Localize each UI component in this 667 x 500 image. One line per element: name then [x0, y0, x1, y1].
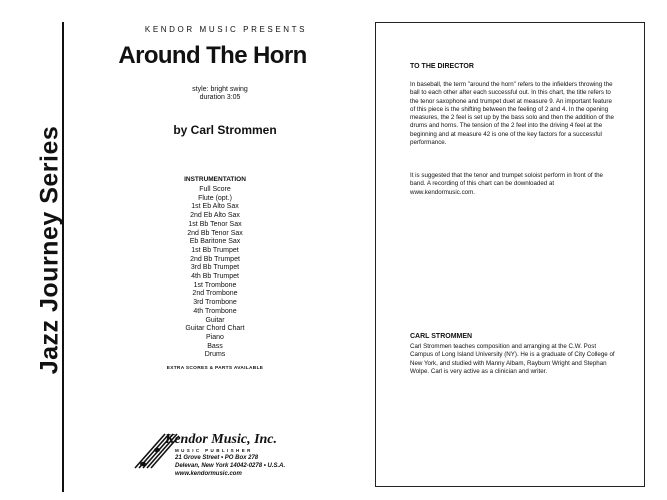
- bio-paragraph: Carl Strommen teaches composition and arranging at the C.W. Post Campus of Long Island University (NY). He is a graduate of City College of New York, and studied with Manny Albam, Rayburn Wright and Stephan Wolpe. Carl is very active as a clinician and writer.: [410, 343, 615, 375]
- instrument-item: Guitar Chord Chart: [185, 325, 245, 333]
- duration-text: duration 3:05: [199, 94, 241, 101]
- instrument-item: 2nd Eb Alto Sax: [190, 212, 240, 220]
- publisher-website[interactable]: www.kendormusic.com: [175, 471, 242, 477]
- instrumentation-heading: INSTRUMENTATION: [184, 176, 246, 183]
- publisher-presents: KENDOR MUSIC PRESENTS: [144, 25, 308, 34]
- notes-page: [375, 22, 645, 487]
- series-label: Jazz Journey Series: [35, 125, 64, 375]
- bio-heading: CARL STROMMEN: [410, 333, 473, 340]
- instrument-item: Full Score: [199, 186, 231, 193]
- instrument-item: Guitar: [205, 316, 225, 324]
- instrument-item: Eb Baritone Sax: [189, 238, 241, 246]
- publisher-address-1: 21 Grove Street • PO Box 278: [175, 455, 259, 461]
- publisher-name: Kendor Music, Inc.: [165, 432, 278, 447]
- instrument-item: 2nd Bb Tenor Sax: [187, 229, 243, 237]
- instrument-item: 1st Trombone: [193, 281, 237, 289]
- instrument-item: 4th Trombone: [193, 307, 237, 315]
- style-text: style: bright swing: [192, 86, 248, 93]
- publisher-address-2: Delevan, New York 14042-0278 • U.S.A.: [175, 463, 286, 469]
- instrument-item: 1st Bb Tenor Sax: [188, 220, 242, 228]
- director-paragraph-1: In baseball, the term "around the horn" refers to the infielders throwing the ball to each other after each successful out. In this chart, the title refers to the tenor saxophone and trumpet duet at measure 9. An important feature of this piece is the shifting between the feeling of 2 and 4. In the opening measures, the 2 feel is set up by the bass solo and then the addition of the drums and horns. The tension of the 2 feel into the driving 4 feel at the beginning and at measure 42 is one of the key factors for a successful performance.: [410, 81, 614, 147]
- instrumentation-list: [140, 186, 290, 360]
- instrument-item: Flute (opt.): [198, 194, 232, 202]
- instrument-item: 2nd Bb Trumpet: [190, 255, 240, 263]
- director-paragraph-2: It is suggested that the tenor and trumpet soloist perform in front of the band. A recording of this chart can be downloaded at www.kendormusic.com.: [410, 172, 603, 196]
- instrument-item: 2nd Trombone: [192, 290, 238, 298]
- publisher-subtitle: MUSIC PUBLISHER: [175, 448, 253, 453]
- composer-credit: by Carl Strommen: [173, 123, 277, 137]
- instrument-item: 1st Bb Trumpet: [191, 246, 239, 254]
- instrument-item: 4th Bb Trumpet: [191, 273, 239, 281]
- instrument-item: Drums: [204, 351, 226, 359]
- instrument-item: Piano: [206, 333, 224, 341]
- extra-parts-note: EXTRA SCORES & PARTS AVAILABLE: [166, 366, 264, 371]
- director-heading: TO THE DIRECTOR: [410, 63, 474, 70]
- instrument-item: 3rd Bb Trumpet: [190, 264, 240, 272]
- instrument-item: 1st Eb Alto Sax: [191, 203, 239, 211]
- instrument-item: Bass: [207, 342, 223, 350]
- instrument-item: 3rd Trombone: [193, 299, 237, 307]
- piece-title: Around The Horn: [118, 42, 307, 69]
